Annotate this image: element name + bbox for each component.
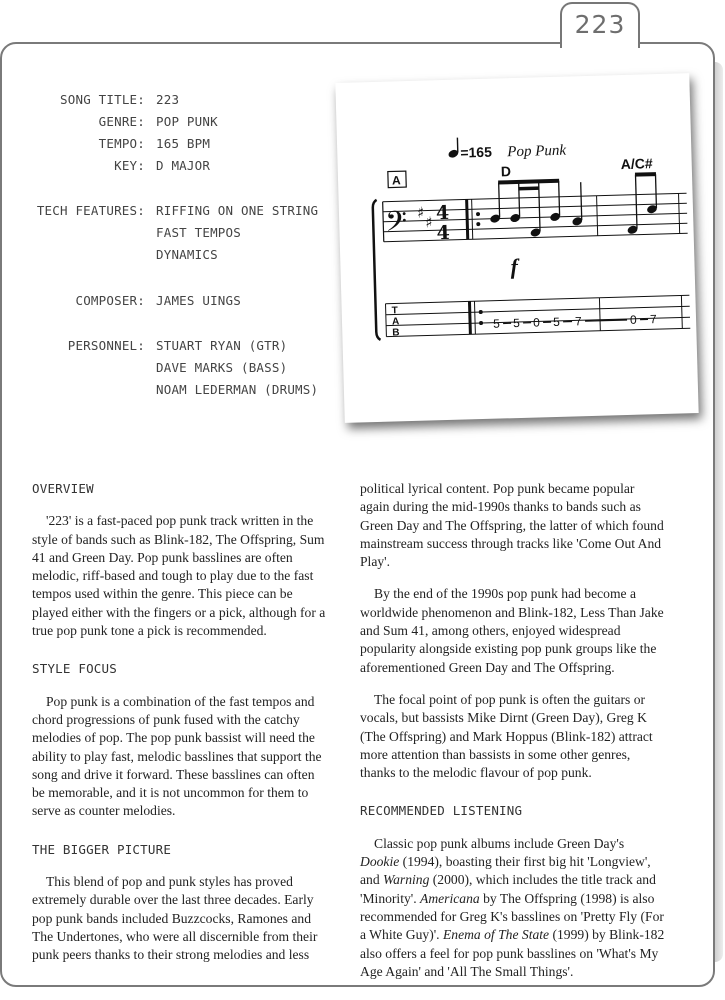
style-focus-heading: STYLE FOCUS xyxy=(32,661,117,677)
composer-label: COMPOSER: xyxy=(75,293,145,308)
personnel-3: NOAM LEDERMAN (DRUMS) xyxy=(156,382,319,397)
sharp-icon: ♯ xyxy=(425,213,433,232)
bigger-picture-text-1: This blend of pop and punk styles has proved extremely durable over the last three decades. Early pop punk bands included Buzzcocks, Ramones and The Undertones, who were all discernible from their punk peers thanks to their strong melodies and less xyxy=(32,874,318,963)
dynamic-forte: f xyxy=(510,253,519,280)
key-label: KEY: xyxy=(114,158,145,173)
key-value: D MAJOR xyxy=(156,158,211,173)
tech-feature-3: DYNAMICS xyxy=(156,247,218,262)
page-number-tab xyxy=(560,2,640,48)
left-column xyxy=(32,480,328,979)
personnel-label: PERSONNEL: xyxy=(67,338,145,353)
song-title-value: 223 xyxy=(156,92,180,107)
sharp-icon: ♯ xyxy=(416,203,425,222)
bigger-picture-text-2: political lyrical content. Pop punk became popular again during the mid-1990s thanks to bands such as Green Day and The Offspring, the latter of which found mainstream success through tracks like 'Come Out And Play'. xyxy=(360,481,664,570)
tempo-label: TEMPO: xyxy=(98,136,145,151)
time-sig-top: 4 xyxy=(435,201,450,225)
bass-clef-icon: 𝄢 xyxy=(384,205,408,246)
tab-number: 5 xyxy=(552,314,560,330)
chord-a-c-sharp: A/C# xyxy=(620,155,653,173)
tab-number: 5 xyxy=(492,316,500,331)
text-span: (1994), boasting their first big hit 'Longview', and xyxy=(360,854,651,888)
chord-d: D xyxy=(500,163,512,180)
style-focus-text: Pop punk is a combination of the fast tempos and chord progressions of punk fused with the catchy melodies of pop. The pop punk bassist will need the ability to play fast, melodic basslines that support the song and drive it forward. These basslines can often be memorable, and it is not uncommon for them to serve as counter melodies. xyxy=(32,693,322,819)
overview-heading: OVERVIEW xyxy=(32,481,94,496)
tab-number: 0 xyxy=(629,312,637,327)
tech-feature-2: FAST TEMPOS xyxy=(156,225,241,240)
bigger-picture-heading: THE BIGGER PICTURE xyxy=(32,841,172,857)
tempo-marking: =165 xyxy=(460,143,493,161)
text-span: by The Offspring (1998) is also recommended for Greg K's basslines on 'Pretty Fly (For a White Guy)'. xyxy=(360,890,664,943)
genre-label: GENRE: xyxy=(98,114,145,129)
text-span: (1999) by Blink-182 also offers a feel for pop punk basslines on 'What's My Age Again' and 'All The Small Things'. xyxy=(360,927,665,979)
album-title: Dookie xyxy=(360,854,400,870)
tab-number: 7 xyxy=(574,314,582,329)
tab-letter-t: T xyxy=(391,305,398,317)
right-column xyxy=(360,480,666,995)
album-title: Americana xyxy=(420,890,480,906)
album-title: Warning xyxy=(383,872,430,888)
text-span: Classic pop punk albums include Green Day's xyxy=(374,835,625,851)
personnel-1: STUART RYAN (GTR) xyxy=(156,338,288,353)
recommended-heading: RECOMMENDED LISTENING xyxy=(360,803,523,819)
rehearsal-letter: A xyxy=(391,173,401,188)
tech-features-label: TECH FEATURES: xyxy=(36,203,145,218)
tab-letter-b: B xyxy=(392,327,400,339)
time-sig-bottom: 4 xyxy=(436,221,451,245)
bigger-picture-text-4: The focal point of pop punk is often the guitars or vocals, but bassists Mike Dirnt (Green Day), Greg K (The Offspring) and Mark Hoppus (Blink-182) attract more attention than bassists in some other genres, thanks to the melodic flavour of pop punk. xyxy=(360,691,653,781)
tab-number: 5 xyxy=(512,315,520,331)
tab-number: 0 xyxy=(532,315,540,330)
composer-value: JAMES UINGS xyxy=(156,293,241,308)
tab-number: 7 xyxy=(649,312,657,327)
genre-value: POP PUNK xyxy=(156,114,218,129)
tech-feature-1: RIFFING ON ONE STRING xyxy=(156,203,319,218)
notation-card xyxy=(335,73,698,423)
tab-numbers xyxy=(493,312,657,331)
notation-svg xyxy=(335,73,698,423)
style-marking: Pop Punk xyxy=(507,142,567,161)
recommended-text xyxy=(360,835,666,981)
tab-letter-a: A xyxy=(391,316,400,328)
tempo-value: 165 BPM xyxy=(156,136,211,151)
album-title: Enema of The State xyxy=(442,927,550,943)
notes xyxy=(488,171,680,239)
text-span: (2000), which includes the title track and 'Minority'. xyxy=(360,872,656,906)
page-number: 223 xyxy=(574,10,626,39)
overview-text: '223' is a fast-paced pop punk track written in the style of bands such as Blink-182, The Offspring, Sum 41 and Green Day. Pop punk basslines are often melodic, riff-based and tough to play due to the fast tempos used within the genre. This piece can be played either with the fingers or a pick, although for a true pop punk tone a pick is recommended. xyxy=(32,513,326,639)
bigger-picture-text-3: By the end of the 1990s pop punk had become a worldwide phenomenon and Blink-182, Less Than Jake and Sum 41, among others, enjoyed widespread popularity alongside existing pop punk groups like the aforementioned Green Day and The Offspring. xyxy=(360,586,664,675)
personnel-2: DAVE MARKS (BASS) xyxy=(156,360,288,375)
song-title-label: SONG TITLE: xyxy=(60,92,145,107)
